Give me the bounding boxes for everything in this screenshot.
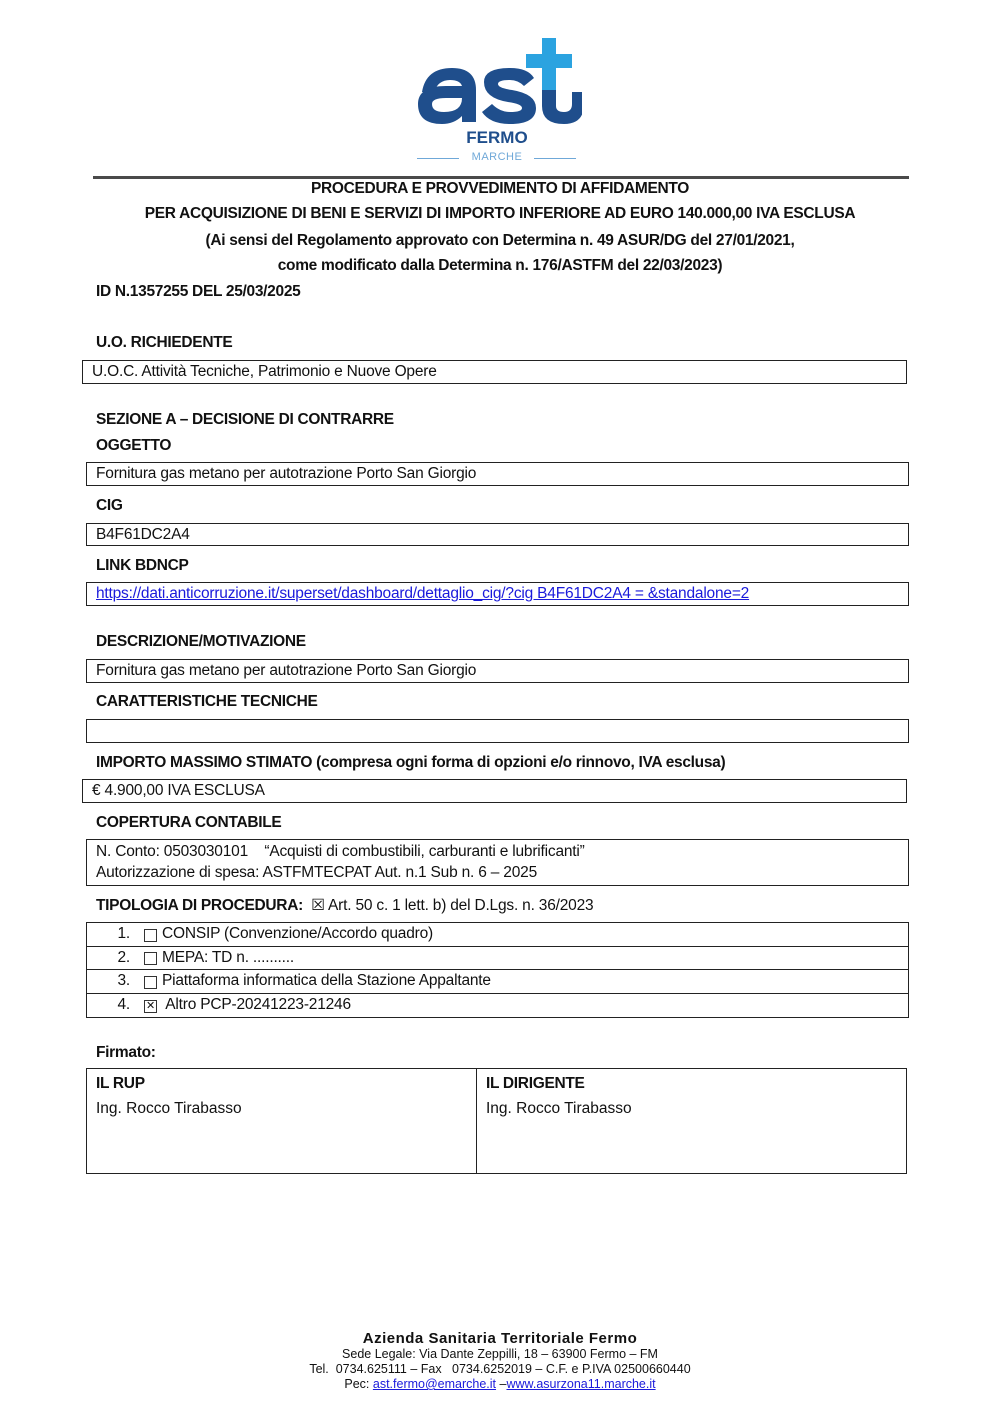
oggetto-field (86, 462, 909, 486)
footer-separator: – (496, 1377, 507, 1391)
checkbox-unchecked-icon[interactable] (144, 976, 157, 989)
option-number: 1. (117, 925, 130, 943)
cig-value: B4F61DC2A4 (96, 526, 190, 543)
option-label: MEPA: TD n. .......... (162, 948, 294, 966)
signature-table (86, 1068, 907, 1174)
ast-fermo-logo (412, 32, 582, 168)
tipologia-checkbox-icon: ☒ (311, 897, 325, 914)
checkbox-unchecked-icon[interactable] (144, 929, 157, 942)
page-footer (0, 1330, 1000, 1392)
footer-address: Sede Legale: Via Dante Zeppilli, 18 – 63900 Fermo – FM (342, 1347, 658, 1361)
logo-region: MARCHE (471, 151, 523, 163)
tipologia-value: Art. 50 c. 1 lett. b) del D.Lgs. n. 36/2023 (328, 897, 594, 914)
rup-name: Ing. Rocco Tirabasso (96, 1100, 242, 1117)
cig-field (86, 523, 909, 546)
uo-richiedente-label: U.O. RICHIEDENTE (96, 334, 233, 351)
procedure-option-piattaforma (87, 970, 908, 994)
dirigente-name: Ing. Rocco Tirabasso (486, 1100, 632, 1117)
footer-website-link[interactable]: www.asurzona11.marche.it (506, 1377, 656, 1391)
logo-city: FERMO (466, 128, 528, 147)
firmato-label: Firmato: (96, 1044, 156, 1061)
descrizione-label: DESCRIZIONE/MOTIVAZIONE (96, 633, 306, 650)
cig-label: CIG (96, 497, 123, 514)
doc-title-line-4: come modificato dalla Determina n. 176/ASTFM del 22/03/2023) (277, 257, 723, 274)
checkbox-unchecked-icon[interactable] (144, 952, 157, 965)
tipologia-label: TIPOLOGIA DI PROCEDURA: (96, 897, 303, 914)
copertura-autorizzazione: Autorizzazione di spesa: ASTFMTECPAT Aut. n.1 Sub n. 6 – 2025 (96, 864, 537, 881)
footer-phones: Tel. 0734.625111 – Fax 0734.6252019 – C.F. e P.IVA 02500660440 (309, 1362, 691, 1376)
link-bdncp-field (86, 582, 909, 606)
procedure-options-table (86, 922, 909, 1018)
doc-title-line-2: PER ACQUISIZIONE DI BENI E SERVIZI DI IMPORTO INFERIORE AD EURO 140.000,00 IVA ESCLUSA (144, 205, 856, 222)
copertura-field (86, 839, 909, 886)
copertura-label: COPERTURA CONTABILE (96, 814, 282, 831)
tipologia-row (96, 896, 593, 915)
doc-title-line-3: (Ai sensi del Regolamento approvato con Determina n. 49 ASUR/DG del 27/01/2021, (205, 232, 795, 249)
link-bdncp-label: LINK BDNCP (96, 557, 189, 574)
descrizione-value: Fornitura gas metano per autotrazione Porto San Giorgio (96, 662, 477, 679)
option-label: Piattaforma informatica della Stazione Appaltante (162, 972, 491, 990)
descrizione-field (86, 659, 909, 683)
footer-org-name: Azienda Sanitaria Territoriale Fermo (362, 1330, 638, 1347)
option-label: Altro PCP-20241223-21246 (162, 996, 351, 1014)
importo-label: IMPORTO MASSIMO STIMATO (compresa ogni forma di opzioni e/o rinnovo, IVA esclusa) (96, 754, 726, 771)
procedure-option-mepa (87, 947, 908, 971)
header-rule (93, 176, 909, 179)
checkbox-checked-icon[interactable]: ✕ (145, 999, 156, 1012)
uo-richiedente-field (82, 360, 907, 384)
procedure-option-consip (87, 923, 908, 947)
option-number: 3. (117, 972, 130, 990)
document-id: ID N.1357255 DEL 25/03/2025 (96, 283, 301, 300)
procedure-option-altro (87, 994, 908, 1018)
dirigente-title: IL DIRIGENTE (486, 1075, 585, 1092)
oggetto-label: OGGETTO (96, 437, 172, 454)
footer-pec-label: Pec: (344, 1377, 370, 1391)
copertura-conto: N. Conto: 0503030101 “Acquisti di combustibili, carburanti e lubrificanti” (96, 843, 585, 860)
option-label: CONSIP (Convenzione/Accordo quadro) (162, 925, 433, 943)
logo-divider-right (534, 158, 576, 159)
oggetto-value: Fornitura gas metano per autotrazione Porto San Giorgio (96, 465, 477, 482)
option-number: 2. (117, 948, 130, 966)
doc-title-line-1: PROCEDURA E PROVVEDIMENTO DI AFFIDAMENTO (310, 180, 690, 197)
rup-title: IL RUP (96, 1075, 145, 1092)
signature-dirigente (477, 1069, 906, 1173)
footer-contacts (0, 1377, 1000, 1392)
uo-richiedente-value: U.O.C. Attività Tecniche, Patrimonio e Nuove Opere (92, 363, 437, 380)
sezione-a-heading: SEZIONE A – DECISIONE DI CONTRARRE (96, 411, 394, 428)
link-bdncp-url[interactable]: https://dati.anticorruzione.it/superset/dashboard/dettaglio_cig/?cig B4F61DC2A4 = &standalone=2 (96, 585, 750, 602)
importo-value: € 4.900,00 IVA ESCLUSA (92, 782, 265, 799)
importo-field (82, 779, 907, 803)
signature-rup (87, 1069, 477, 1173)
footer-pec-email-link[interactable]: ast.fermo@emarche.it (372, 1377, 497, 1391)
caratteristiche-field (86, 719, 909, 743)
caratteristiche-label: CARATTERISTICHE TECNICHE (96, 693, 318, 710)
option-number: 4. (117, 996, 130, 1014)
